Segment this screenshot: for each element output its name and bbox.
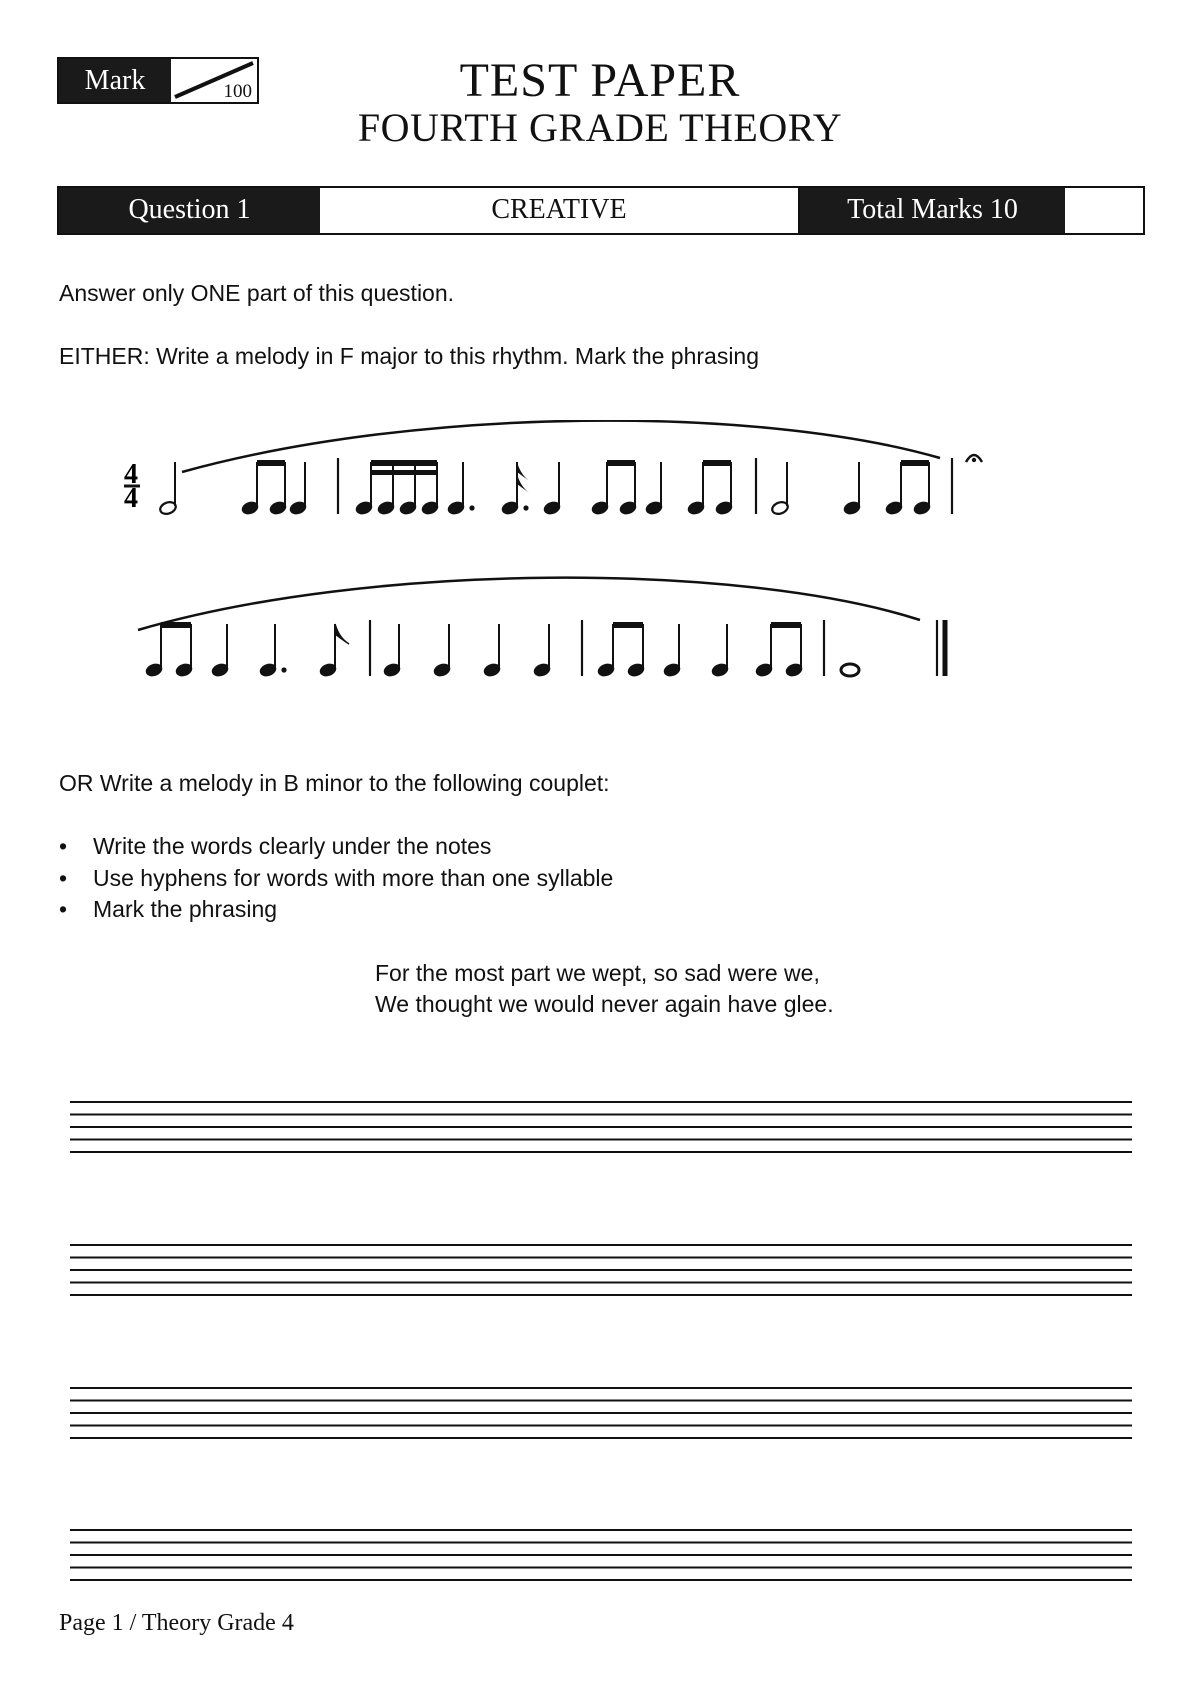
half-note — [771, 462, 790, 516]
beamed-eighths — [591, 460, 638, 516]
quarter-note — [843, 462, 862, 516]
total-marks: Total Marks 10 — [800, 188, 1065, 233]
blank-staves[interactable] — [70, 1090, 1140, 1590]
music-staff[interactable] — [70, 1530, 1132, 1580]
phrase-slur — [138, 578, 920, 630]
score-field[interactable] — [1065, 188, 1143, 233]
couplet-line-1: For the most part we wept, so sad were we, — [375, 960, 820, 986]
quarter-note — [663, 624, 682, 678]
whole-note — [841, 664, 859, 676]
bullet-item: • Use hyphens for words with more than one syllable — [59, 863, 613, 895]
dotted-eighth-sixteenth — [501, 462, 531, 516]
eighth-note — [319, 624, 349, 678]
music-staff[interactable] — [70, 1245, 1132, 1295]
quarter-note — [383, 624, 402, 678]
instruction-or: OR Write a melody in B minor to the following couplet: — [59, 770, 610, 796]
question-number: Question 1 — [59, 188, 320, 233]
beamed-eighths — [145, 622, 194, 678]
quarter-note — [543, 462, 562, 516]
bullet-dot: • — [59, 864, 68, 891]
page-title: TEST PAPER — [459, 54, 741, 107]
rhythm-row-1 — [159, 458, 952, 516]
question-header — [57, 186, 1145, 235]
couplet — [375, 958, 834, 1020]
question-category: CREATIVE — [320, 188, 800, 233]
quarter-note — [289, 462, 308, 516]
instruction-bullets — [59, 831, 613, 926]
bullet-dot: • — [59, 833, 68, 859]
beamed-eighths — [755, 622, 804, 678]
beamed-eighths — [241, 460, 288, 516]
beamed-eighths — [687, 460, 734, 516]
quarter-note — [533, 624, 552, 678]
dotted-note — [447, 462, 475, 516]
beamed-eighths — [597, 622, 646, 678]
couplet-line-2: We thought we would never again have glee. — [375, 991, 834, 1017]
quarter-note — [711, 624, 730, 678]
rhythm-row-2 — [145, 620, 945, 678]
rhythm-notation — [120, 420, 1040, 700]
quarter-note — [211, 624, 230, 678]
music-staff[interactable] — [70, 1388, 1132, 1438]
music-staff[interactable] — [70, 1102, 1132, 1152]
half-note — [159, 462, 178, 516]
phrase-slur — [182, 421, 940, 472]
bullet-dot: • — [59, 896, 68, 922]
instruction-either: EITHER: Write a melody in F major to this rhythm. Mark the phrasing — [59, 343, 760, 369]
dotted-note — [259, 624, 287, 678]
quarter-note — [645, 462, 664, 516]
bullet-item: • Mark the phrasing — [59, 894, 613, 926]
quarter-note — [433, 624, 452, 678]
beamed-eighths — [885, 460, 932, 516]
time-signature-top: 4 — [124, 459, 138, 490]
quarter-note — [483, 624, 502, 678]
mark-total: 100 — [223, 81, 252, 102]
time-signature-bottom: 4 — [124, 483, 138, 514]
bullet-item: • Write the words clearly under the notes — [59, 831, 613, 863]
beamed-sixteenths — [355, 460, 440, 516]
time-signature — [124, 459, 140, 514]
mark-label: Mark — [59, 59, 171, 102]
page-footer: Page 1 / Theory Grade 4 — [59, 1610, 294, 1636]
page-subtitle: FOURTH GRADE THEORY — [357, 105, 843, 150]
instruction-intro: Answer only ONE part of this question. — [59, 280, 455, 306]
